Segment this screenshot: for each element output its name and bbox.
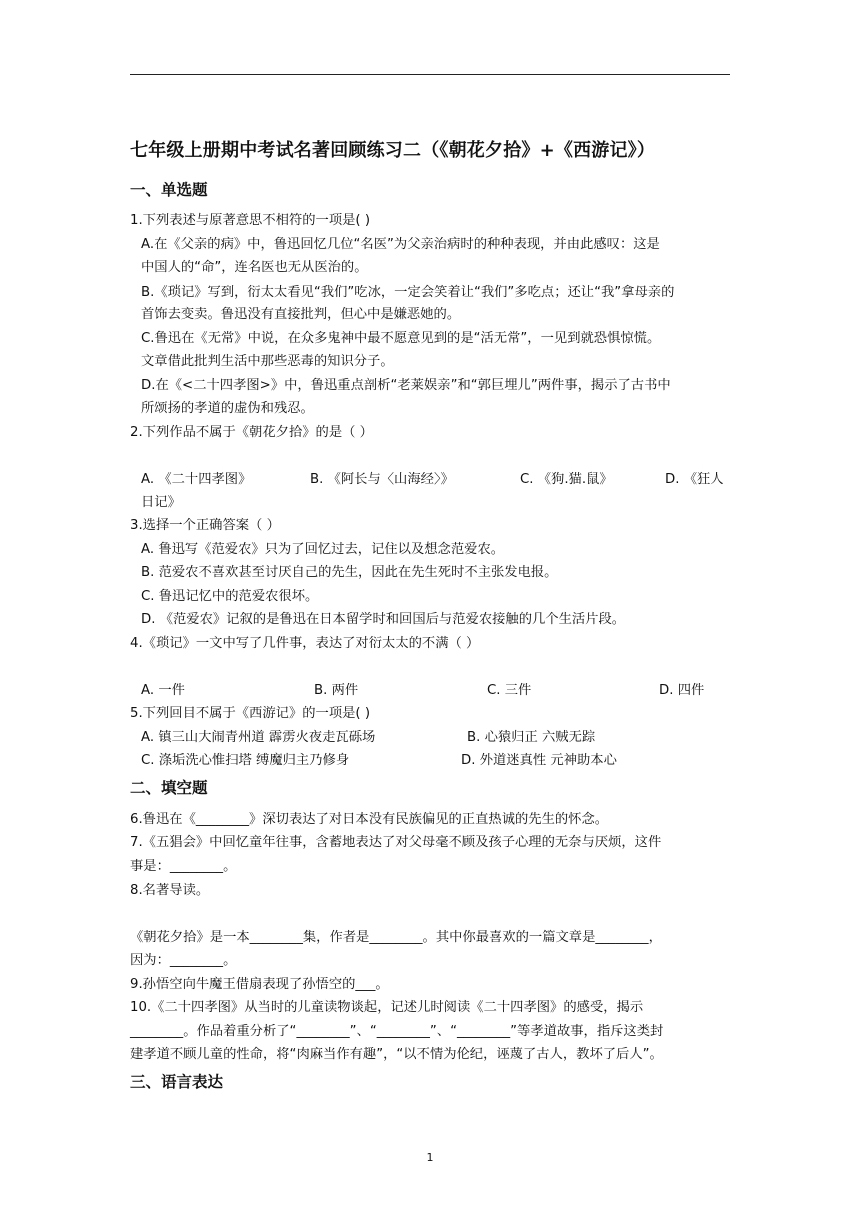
question-2-option-d-line2: 日记》 bbox=[141, 495, 181, 510]
question-7-line2: 事是：________。 bbox=[130, 859, 237, 874]
question-1-option-c-line2: 文章借此批判生活中那些恶毒的知识分子。 bbox=[141, 354, 394, 369]
question-1-option-a-line1: A.在《父亲的病》中，鲁迅回忆几位“名医”为父亲治病时的种种表现，并由此感叹：这是 bbox=[141, 237, 660, 252]
question-1-option-b-line2: 首饰去变卖。鲁迅没有直接批判，但心中是嫌恶她的。 bbox=[141, 307, 461, 322]
question-3-option-b: B. 范爱农不喜欢甚至讨厌自己的先生，因此在先生死时不主张发电报。 bbox=[141, 565, 558, 580]
question-7-line1: 7.《五猖会》中回忆童年往事，含蓄地表达了对父母毫不顾及孩子心理的无奈与厌烦，这件 bbox=[130, 835, 662, 850]
question-10-line2: ________。作品着重分析了“________”、“________”、“________”等孝道故事，指斥这类封 bbox=[130, 1024, 664, 1039]
page-number: 1 bbox=[426, 1151, 434, 1164]
question-4-option-a: A. 一件 bbox=[141, 683, 185, 698]
question-1-option-c-line1: C.鲁迅在《无常》中说，在众多鬼神中最不愿意见到的是“活无常”，一见到就恐惧惊慌。 bbox=[141, 331, 661, 346]
question-5-option-b: B. 心猿归正 六贼无踪 bbox=[467, 730, 596, 745]
question-4-option-b: B. 两件 bbox=[314, 683, 359, 698]
question-1-option-d-line2: 所颂扬的孝道的虚伪和残忍。 bbox=[141, 401, 314, 416]
question-9: 9.孙悟空向牛魔王借扇表现了孙悟空的___。 bbox=[130, 977, 389, 992]
question-2-option-d-line1: D. 《狂人 bbox=[665, 472, 724, 487]
question-3-option-d: D. 《范爱农》记叙的是鲁迅在日本留学时和回国后与范爱农接触的几个生活片段。 bbox=[141, 612, 626, 627]
section-heading-fill-blank: 二、填空题 bbox=[130, 779, 208, 797]
question-2-stem: 2.下列作品不属于《朝花夕拾》的是（ ） bbox=[130, 425, 373, 440]
question-8-line2: 因为：________。 bbox=[130, 953, 237, 968]
question-1-option-b-line1: B.《琐记》写到，衍太太看见“我们”吃冰，一定会笑着让“我们”多吃点；还让“我”拿母亲的 bbox=[141, 285, 675, 300]
question-4-option-d: D. 四件 bbox=[659, 683, 705, 698]
section-heading-single-choice: 一、单选题 bbox=[130, 181, 208, 199]
header-rule bbox=[130, 74, 730, 75]
question-3-stem: 3.选择一个正确答案（ ） bbox=[130, 518, 280, 533]
question-4-stem: 4.《琐记》一文中写了几件事，表达了对衍太太的不满（ ） bbox=[130, 636, 480, 651]
question-5-option-a: A. 镇三山大闹青州道 霹雳火夜走瓦砾场 bbox=[141, 730, 376, 745]
question-10-line1: 10.《二十四孝图》从当时的儿童读物谈起，记述儿时阅读《二十四孝图》的感受，揭示 bbox=[130, 1000, 644, 1015]
question-1-option-a-line2: 中国人的“命”，连名医也无从医治的。 bbox=[141, 260, 368, 275]
question-5-option-d: D. 外道迷真性 元神助本心 bbox=[461, 753, 617, 768]
question-8-stem: 8.名著导读。 bbox=[130, 883, 210, 898]
question-2-option-b: B. 《阿长与〈山海经〉》 bbox=[310, 472, 454, 487]
question-3-option-a: A. 鲁迅写《范爱农》只为了回忆过去，记住以及想念范爱农。 bbox=[141, 542, 505, 557]
question-6: 6.鲁迅在《________》深切表达了对日本没有民族偏见的正直热诚的先生的怀念。 bbox=[130, 812, 609, 827]
question-1-option-d-line1: D.在《<二十四孝图>》中，鲁迅重点剖析“老莱娱亲”和“郭巨埋儿”两件事，揭示了古书中 bbox=[141, 378, 671, 393]
question-5-stem: 5.下列回目不属于《西游记》的一项是( ) bbox=[130, 706, 371, 721]
question-2-option-a: A. 《二十四孝图》 bbox=[141, 472, 252, 487]
question-8-line1: 《朝花夕拾》是一本________集，作者是________。其中你最喜欢的一篇文章是________， bbox=[130, 930, 662, 945]
section-heading-language-expression: 三、语言表达 bbox=[130, 1073, 224, 1091]
question-1-stem: 1.下列表述与原著意思不相符的一项是( ) bbox=[130, 213, 371, 228]
question-2-option-c: C. 《狗.猫.鼠》 bbox=[520, 472, 613, 487]
question-3-option-c: C. 鲁迅记忆中的范爱农很坏。 bbox=[141, 589, 319, 604]
question-4-option-c: C. 三件 bbox=[487, 683, 532, 698]
question-5-option-c: C. 涤垢洗心惟扫塔 缚魔归主乃修身 bbox=[141, 753, 350, 768]
document-title: 七年级上册期中考试名著回顾练习二（《朝花夕拾》+《西游记》） bbox=[130, 140, 656, 161]
question-10-line3: 建孝道不顾儿童的性命，将“肉麻当作有趣”，“以不情为伦纪，诬蔑了古人，教坏了后人”。 bbox=[130, 1047, 663, 1062]
